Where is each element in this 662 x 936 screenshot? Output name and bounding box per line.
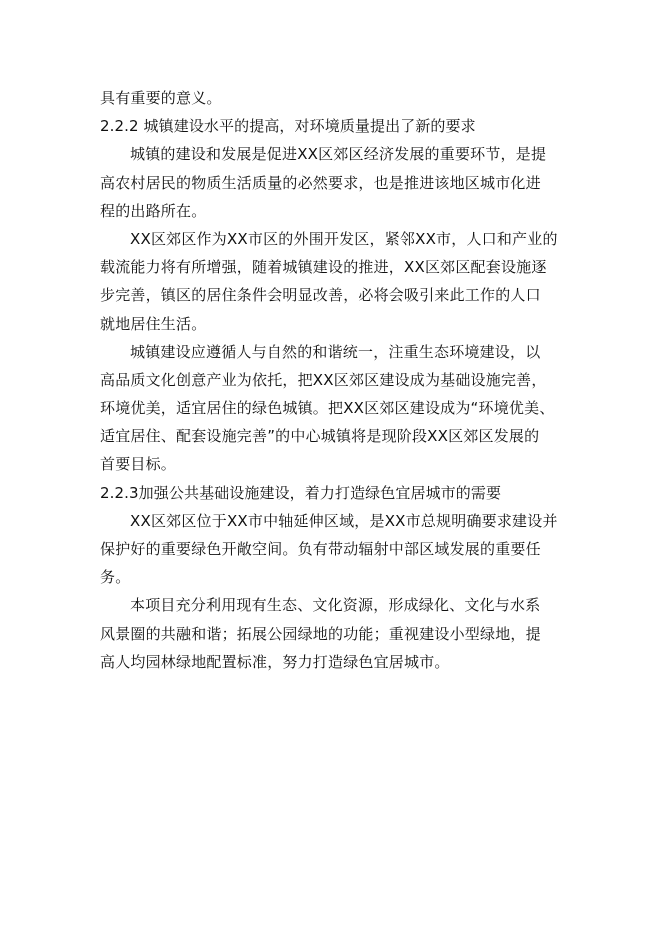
section-heading-2-2-3: 2.2.3加强公共基础设施建设，着力打造绿色宜居城市的需要 <box>100 483 502 502</box>
body-line: 步完善，镇区的居住条件会明显改善，必将会吸引来此工作的人口 <box>100 286 541 305</box>
body-line: 高人均园林绿地配置标准，努力打造绿色宜居城市。 <box>100 652 450 671</box>
body-line: 高品质文化创意产业为依托，把XX区郊区建设成为基础设施完善， <box>100 370 547 389</box>
body-line: 高农村居民的物质生活质量的必然要求，也是推进该地区城市化进 <box>100 173 541 192</box>
body-line: 风景圈的共融和谐；拓展公园绿地的功能；重视建设小型绿地，提 <box>100 624 541 643</box>
body-line: 具有重要的意义。 <box>100 89 222 107</box>
document-body <box>100 84 558 676</box>
body-line: 环境优美，适宜居住的绿色城镇。把XX区郊区建设成为“环境优美、 <box>100 399 555 418</box>
body-line: 本项目充分利用现有生态、文化资源，形成绿化、文化与水系 <box>130 596 541 615</box>
body-line: 城镇的建设和发展是促进XX区郊区经济发展的重要环节，是提 <box>130 145 547 164</box>
body-line: 首要目标。 <box>100 455 177 474</box>
body-line: 保护好的重要绿色开敞空间。负有带动辐射中部区域发展的重要任 <box>100 540 541 558</box>
body-line: XX区郊区位于XX市中轴延伸区域，是XX市总规明确要求建设并 <box>130 511 558 530</box>
body-line: 就地居住生活。 <box>100 314 207 333</box>
section-heading-2-2-2: 2.2.2 城镇建设水平的提高，对环境质量提出了新的要求 <box>100 117 476 136</box>
body-line: 务。 <box>100 568 131 587</box>
body-line: 适宜居住、配套设施完善”的中心城镇将是现阶段XX区郊区发展的 <box>100 427 540 446</box>
body-line: XX区郊区作为XX市区的外围开发区，紧邻XX市，人口和产业的 <box>130 229 558 248</box>
body-line: 程的出路所在。 <box>100 201 207 220</box>
body-line: 载流能力将有所增强，随着城镇建设的推进，XX区郊区配套设施逐 <box>100 258 547 277</box>
body-line: 城镇建设应遵循人与自然的和谐统一，注重生态环境建设，以 <box>130 342 541 361</box>
